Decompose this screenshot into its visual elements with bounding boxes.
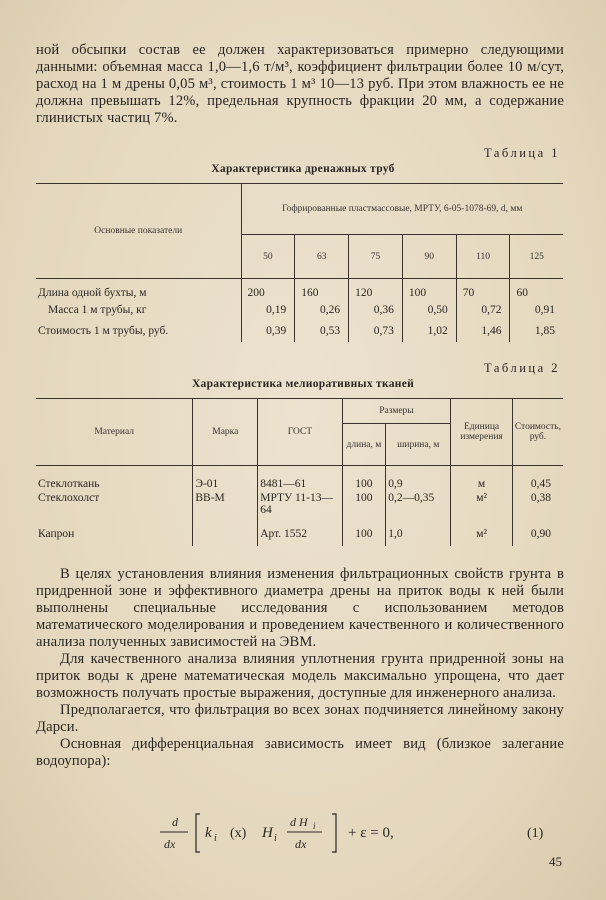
header-cost: Стоимость, руб. — [512, 399, 563, 466]
cell-mark — [193, 522, 258, 546]
cell-value: 120 — [349, 279, 403, 300]
h-subscript: i — [274, 833, 277, 844]
cell-unit: м² — [451, 522, 513, 546]
cell-value: 0,91 — [510, 300, 563, 320]
body-text — [36, 566, 564, 770]
table2-label: Таблица 2 — [484, 361, 560, 375]
diameter-header: 63 — [295, 235, 349, 279]
table1-caption: Характеристика дренажных труб — [211, 163, 395, 175]
table-row — [36, 279, 563, 300]
cell-width: 1,0 — [386, 522, 451, 546]
cell-value: 200 — [241, 279, 295, 300]
row-label: Длина одной бухты, м — [38, 287, 147, 300]
cell-value: 1,46 — [456, 320, 510, 342]
inner-num-sub: i — [313, 821, 316, 831]
frac-num: d — [172, 815, 178, 829]
cell-cost: 0,90 — [512, 522, 563, 546]
header-material: Материал — [36, 399, 193, 466]
cell-material: Капрон — [38, 527, 75, 540]
cell-value: 60 — [510, 279, 563, 300]
cell-cost: 0,38 — [512, 492, 563, 522]
equation-1 — [0, 808, 606, 852]
k-symbol: k — [205, 825, 212, 841]
cell-gost: Арт. 1552 — [258, 522, 342, 546]
diameter-header: 110 — [456, 235, 510, 279]
paragraph: Предполагается, что фильтрация во всех зонах подчиняется линейному закону Дарси. — [36, 702, 564, 735]
cell-value: 0,19 — [241, 300, 295, 320]
cell-cost: 0,45 — [512, 466, 563, 492]
cell-value: 160 — [295, 279, 349, 300]
paragraph: В целях установления влияния изменения фильтрационных свойств грунта в придренной зоне и эффективного диаметра дрены на приток воды к ней были выполнены специальные исследования с использованием методов математического моделирования и проведением качественного и количественного анализа полученных зависимостей на ЭВМ. — [36, 566, 564, 650]
k-subscript: i — [214, 833, 217, 844]
frac-den: dx — [164, 837, 176, 851]
paragraph: Основная дифференциальная зависимость имеет вид (близкое залегание водоупора): — [36, 736, 564, 769]
page-number: 45 — [549, 854, 562, 869]
paragraph: Для качественного анализа влияния уплотнения грунта придренной зоны на приток воды к дрене математическая модель максимально упрощена, что дает возможность получать простые выражения, доступные для инженерного анализа. — [36, 651, 564, 701]
cell-length: 100 — [342, 492, 386, 522]
fabrics-table — [36, 398, 563, 546]
table-row — [36, 320, 563, 342]
cell-material: Стеклохолст — [38, 491, 100, 504]
cell-unit: м² — [451, 492, 513, 522]
cell-width: 0,2—0,35 — [386, 492, 451, 522]
diameter-header: 90 — [402, 235, 456, 279]
x-arg: (x) — [230, 826, 247, 841]
cell-mark: Э-01 — [193, 466, 258, 492]
cell-material: Стеклоткань — [38, 477, 100, 490]
table-row — [36, 300, 563, 320]
cell-value: 0,72 — [456, 300, 510, 320]
cell-value: 0,50 — [402, 300, 456, 320]
table2-caption: Характеристика мелиоративных тканей — [191, 378, 415, 390]
table1-label: Таблица 1 — [484, 146, 560, 160]
diameter-header: 75 — [349, 235, 403, 279]
header-length: длина, м — [342, 424, 386, 466]
drainage-pipes-table — [36, 183, 563, 342]
cell-unit: м — [451, 466, 513, 492]
cell-value: 0,26 — [295, 300, 349, 320]
equation-number: (1) — [527, 826, 544, 841]
header-sizes: Размеры — [342, 399, 451, 424]
cell-value: 1,02 — [402, 320, 456, 342]
inner-num: d H — [290, 815, 308, 829]
cell-length: 100 — [342, 522, 386, 546]
cell-value: 1,85 — [510, 320, 563, 342]
formula-graphic — [0, 808, 606, 858]
table-row — [36, 492, 563, 522]
header-gost: ГОСТ — [258, 399, 342, 466]
table1-group-header: Гофрированные пластмассовые, МРТУ, 6-05-1078-69, d, мм — [241, 184, 563, 235]
header-mark: Марка — [193, 399, 258, 466]
formula-tail: + ε = 0, — [348, 825, 394, 841]
row-label: Масса 1 м трубы, кг — [48, 303, 147, 316]
cell-value: 70 — [456, 279, 510, 300]
cell-value: 0,36 — [349, 300, 403, 320]
cell-value: 0,39 — [241, 320, 295, 342]
row-label: Стоимость 1 м трубы, руб. — [38, 324, 169, 337]
table-row — [36, 466, 563, 492]
table1-row-header: Основные показатели — [36, 184, 241, 279]
diameter-header: 50 — [241, 235, 295, 279]
cell-width: 0,9 — [386, 466, 451, 492]
cell-mark: ВВ-М — [193, 492, 258, 522]
cell-gost: 8481—61 — [258, 466, 342, 492]
intro-paragraph: ной обсыпки состав ее должен характеризоваться примерно следующими данными: объемная масса 1,0—1,6 т/м³, коэффициент фильтрации более 10 м/сут, расход на 1 м дрены 0,05 м³, стоимость 1 м³ 10—13 руб. При этом влажность ее не должна превышать 12%, предельная крупность фракции 20 мм, а содержание глинистых частиц 7%. — [36, 42, 564, 126]
cell-gost: МРТУ 11-13—64 — [258, 492, 342, 522]
cell-length: 100 — [342, 466, 386, 492]
h-symbol: H — [262, 825, 273, 841]
inner-den: dx — [295, 837, 307, 851]
header-width: ширина, м — [386, 424, 451, 466]
table-row — [36, 522, 563, 546]
cell-value: 0,73 — [349, 320, 403, 342]
header-unit: Единица измерения — [451, 399, 513, 466]
cell-value: 0,53 — [295, 320, 349, 342]
cell-value: 100 — [402, 279, 456, 300]
diameter-header: 125 — [510, 235, 563, 279]
